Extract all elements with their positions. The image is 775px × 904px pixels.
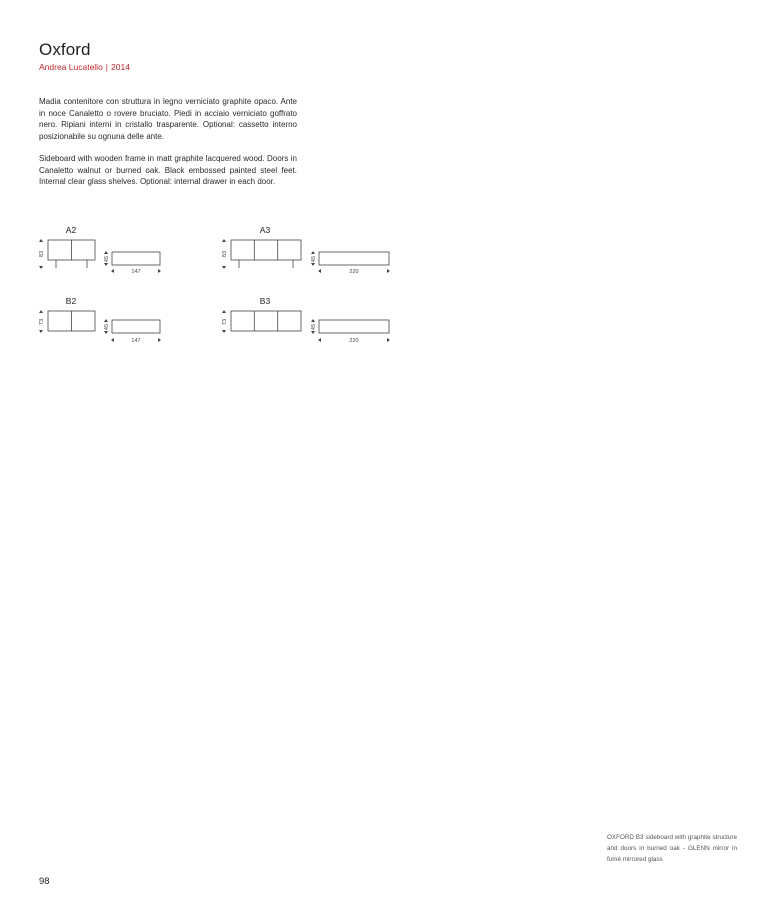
b3-width-value: 220 [349,338,359,344]
description-english: Sideboard with wooden frame in matt graphite lacquered wood. Doors in Canaletto walnut or burned oak. Black embossed painted steel feet. Internal clear glass shelves. Optional: internal drawer in each door. [39,154,297,186]
a2-width-value: 147 [131,269,141,275]
b2-height-value: 73 [39,318,45,326]
page-number: 98 [39,876,50,887]
b2-top-view [112,320,160,333]
model-label-a3: A3 [259,225,271,235]
a3-height-value: 83 [222,250,228,258]
a2-depth-value: 45 [104,255,110,263]
credit-separator: | [105,62,109,72]
model-label-a2: A2 [65,225,77,235]
model-b3-drawing [231,311,389,333]
b2-width-value: 147 [131,338,141,344]
dimension-arrows [39,239,390,342]
b3-depth-value: 45 [311,323,317,331]
designer-name: Andrea Lucatello [39,62,103,72]
technical-drawings [30,222,400,352]
b3-front-body [231,311,301,331]
product-title: Oxford [39,40,91,59]
a3-front-body [231,240,301,260]
description-italian: Madia contenitore con struttura in legno verniciato graphite opaco. Ante in noce Canaletto o rovere bruciato. Piedi in acciaio verniciato goffrato nero. Ripiani interni in cristallo trasparente. Optional: cassetto interno posizionabile su ognuna delle ante. [39,97,297,141]
a3-width-value: 220 [349,269,359,275]
b2-depth-value: 45 [104,323,110,331]
a3-depth-value: 45 [311,255,317,263]
photo-caption: OXFORD B3 sideboard with graphite structure and doors in burned oak - GLENN mirror in fumé mirrored glass [607,834,737,863]
b3-height-value: 73 [222,318,228,326]
b3-top-view [319,320,389,333]
a3-top-view [319,252,389,265]
product-credit [39,62,130,72]
model-label-b2: B2 [65,296,77,306]
dimension-drawings-svg [30,222,400,347]
model-a3-drawing [231,240,389,268]
design-year: 2014 [111,62,130,72]
a2-height-value: 83 [39,250,45,258]
a2-top-view [112,252,160,265]
model-label-b3: B3 [259,296,271,306]
